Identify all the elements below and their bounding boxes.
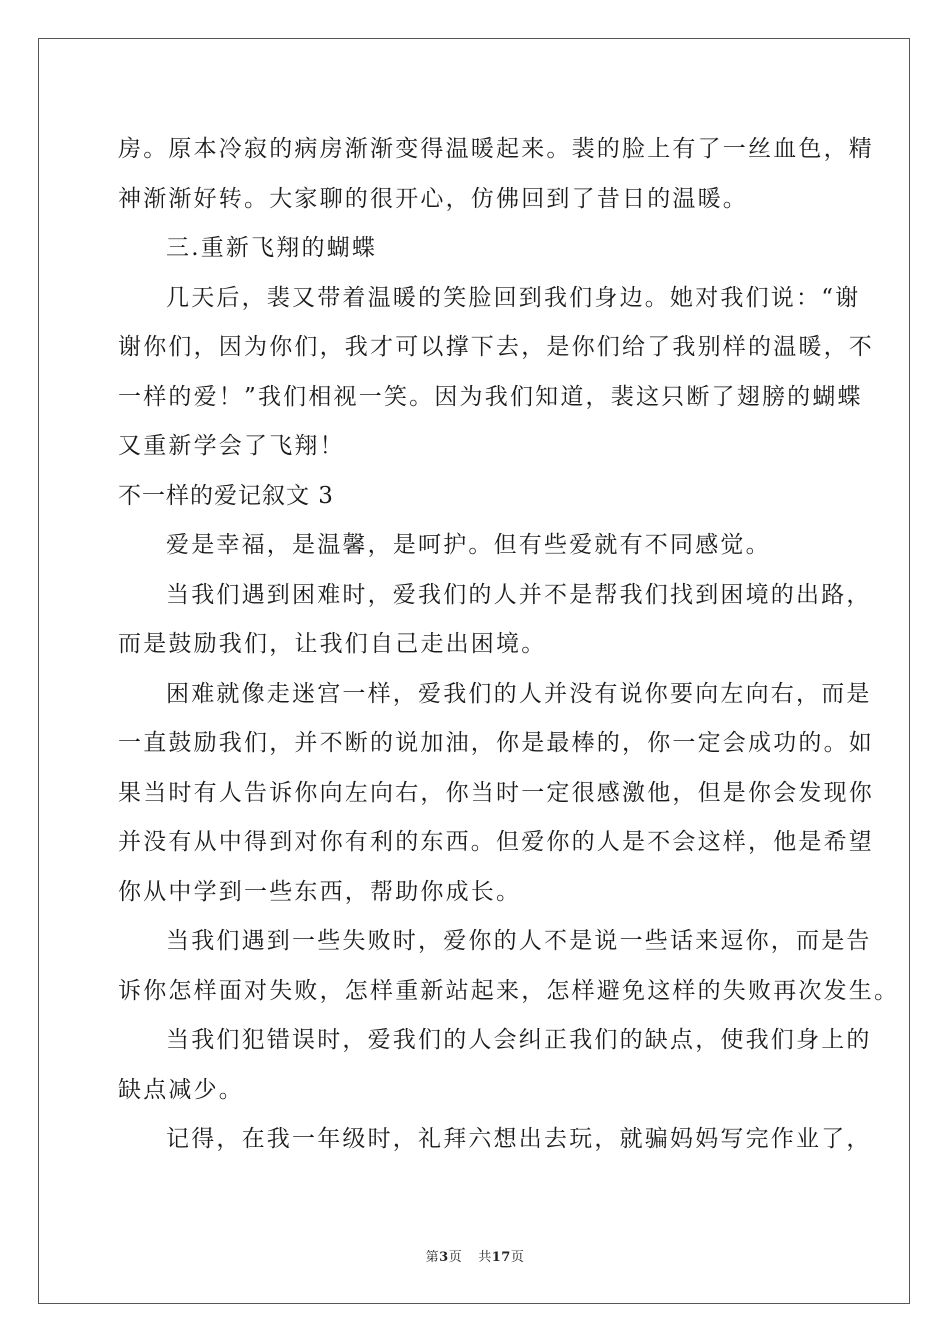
total-prefix: 共 bbox=[478, 1250, 492, 1265]
text-line: 房。原本冷寂的病房渐渐变得温暖起来。裴的脸上有了一丝血色，精 bbox=[118, 136, 874, 162]
text-line: 并没有从中得到对你有利的东西。但爱你的人是不会这样，他是希望 bbox=[118, 829, 874, 855]
total-pages: 17 bbox=[491, 1250, 511, 1265]
text-line: 谢你们，因为你们，我才可以撑下去，是你们给了我别样的温暖，不 bbox=[118, 334, 874, 360]
text-line: 一直鼓励我们，并不断的说加油，你是最棒的，你一定会成功的。如 bbox=[118, 730, 874, 756]
text-line: 又重新学会了飞翔！ bbox=[118, 433, 345, 459]
text-line: 困难就像走迷宫一样，爱我们的人并没有说你要向左向右，而是 bbox=[166, 680, 872, 707]
text-line: 当我们遇到困难时，爱我们的人并不是帮我们找到困境的出路， bbox=[166, 581, 872, 608]
text-line: 而是鼓励我们，让我们自己走出困境。 bbox=[118, 631, 547, 657]
text-line: 诉你怎样面对失败，怎样重新站起来，怎样避免这样的失败再次发生。 bbox=[118, 977, 900, 1004]
section-subheading: 三.重新飞翔的蝴蝶 bbox=[166, 235, 378, 261]
text-line: 几天后，裴又带着温暖的笑脸回到我们身边。她对我们说：“谢 bbox=[166, 284, 861, 311]
page-number: 3 bbox=[439, 1250, 449, 1265]
page-suffix: 页 bbox=[448, 1250, 463, 1265]
total-suffix: 页 bbox=[510, 1250, 525, 1265]
text-line: 缺点减少。 bbox=[118, 1076, 244, 1103]
text-line: 爱是幸福，是温馨，是呵护。但有些爱就有不同感觉。 bbox=[166, 532, 771, 558]
text-line: 果当时有人告诉你向左向右，你当时一定很感激他，但是你会发现你 bbox=[118, 779, 874, 806]
page-footer bbox=[0, 1246, 950, 1265]
text-line: 你从中学到一些东西，帮助你成长。 bbox=[118, 878, 522, 905]
page-prefix: 第 bbox=[425, 1250, 440, 1265]
article-title: 不一样的爱记叙文 3 bbox=[118, 482, 334, 509]
text-line: 当我们犯错误时，爱我们的人会纠正我们的缺点，使我们身上的 bbox=[166, 1027, 872, 1053]
text-line: 当我们遇到一些失败时，爱你的人不是说一些话来逗你，而是告 bbox=[166, 928, 872, 954]
text-line: 记得，在我一年级时，礼拜六想出去玩，就骗妈妈写完作业了， bbox=[166, 1126, 872, 1152]
text-line: 一样的爱！”我们相视一笑。因为我们知道，裴这只断了翅膀的蝴蝶 bbox=[118, 383, 863, 410]
text-line: 神渐渐好转。大家聊的很开心，仿佛回到了昔日的温暖。 bbox=[118, 185, 748, 212]
document-body bbox=[118, 125, 900, 1165]
